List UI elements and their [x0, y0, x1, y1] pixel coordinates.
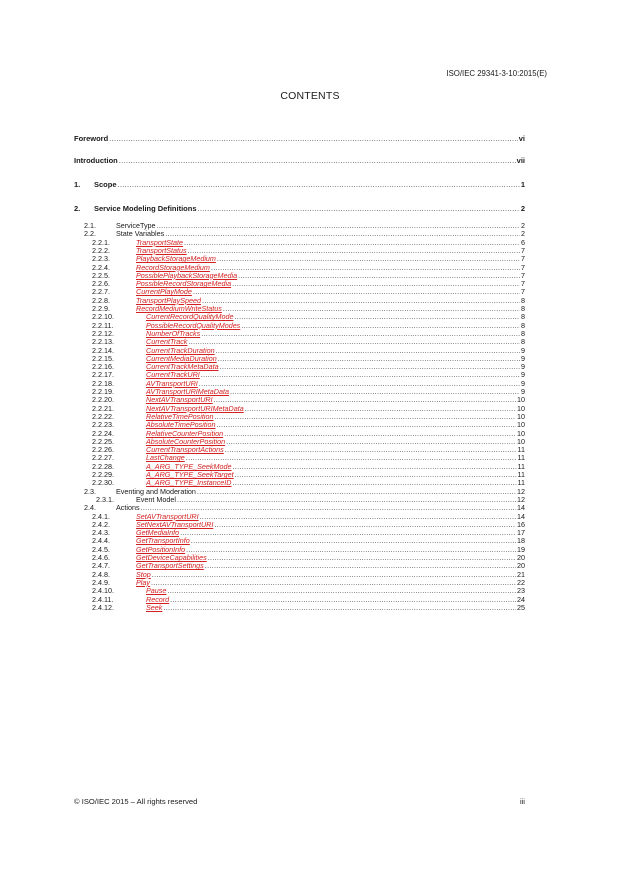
- page-title: CONTENTS: [280, 90, 340, 102]
- toc-entry-link[interactable]: GetMediaInfo: [136, 528, 180, 538]
- toc-entry-page: 9: [521, 362, 525, 372]
- toc-entry-link[interactable]: CurrentRecordQualityMode: [146, 312, 234, 322]
- toc-leader-dots: [163, 603, 516, 613]
- toc-entry-page: 7: [521, 245, 525, 255]
- toc-entry-page: 7: [521, 254, 525, 264]
- toc-entry-link[interactable]: RecordMediumWriteStatus: [136, 304, 222, 313]
- toc-entry-page: 17: [517, 528, 525, 538]
- toc-entry-link[interactable]: PossibleRecordStorageMedia: [136, 279, 232, 289]
- toc-entry-number: 2.2.6.: [92, 279, 110, 289]
- toc-entry-number: 2.4.4.: [92, 536, 110, 546]
- toc-entry-number: 2.2.5.: [92, 270, 110, 280]
- toc-entry-link[interactable]: CurrentPlayMode: [136, 287, 192, 297]
- toc-entry-page: 11: [517, 445, 525, 455]
- toc-entry-number: 2.2.18.: [92, 378, 114, 388]
- copyright-footer: © ISO/IEC 2015 – All rights reserved: [74, 797, 198, 806]
- toc-entry-page: 10: [517, 395, 525, 405]
- toc-entry-number: 2.2.25.: [92, 436, 114, 446]
- toc-entry-number: 2.1.: [84, 221, 96, 230]
- toc-entry-number: 2.2.23.: [92, 420, 114, 430]
- toc-entry-page: 21: [517, 569, 525, 579]
- toc-entry-number: 2.2.22.: [92, 411, 114, 421]
- toc-entry-page: 14: [517, 503, 525, 513]
- toc-entry-number: 2.2.17.: [92, 370, 114, 380]
- toc-entry-page: 7: [521, 287, 525, 297]
- toc-entry-number: 2.2.14.: [92, 345, 114, 355]
- toc-entry-number: 2.2.4.: [92, 262, 110, 272]
- toc-entry-page: 11: [517, 470, 525, 479]
- toc-entry[interactable]: [74, 603, 525, 613]
- toc-entry-link[interactable]: LastChange: [146, 453, 185, 463]
- toc-entry-page: 2: [520, 204, 525, 213]
- toc-entry-link[interactable]: PossibleRecordQualityModes: [146, 320, 241, 330]
- toc-entry-label: Scope: [94, 180, 117, 189]
- toc-entry-page: 2: [521, 229, 525, 239]
- toc-entry-page: 16: [517, 519, 525, 529]
- toc-entry-link[interactable]: Play: [136, 577, 150, 587]
- toc-entry-page: 20: [517, 561, 525, 571]
- toc-entry-number: 2.2.7.: [92, 287, 110, 297]
- toc-entry-page: 8: [521, 304, 525, 313]
- toc-entry[interactable]: [74, 180, 525, 190]
- toc-entry-link[interactable]: CurrentTrackMetaData: [146, 362, 219, 372]
- toc-leader-dots: [119, 156, 516, 166]
- toc-entry-link[interactable]: CurrentMediaDuration: [146, 353, 217, 363]
- toc-entry-page: 9: [521, 345, 525, 355]
- toc-entry-link[interactable]: AbsoluteTimePosition: [146, 420, 216, 430]
- toc-entry-page: 6: [521, 237, 525, 247]
- page-number: iii: [519, 797, 525, 806]
- toc-entry-page: 2: [521, 221, 525, 230]
- toc-entry-link[interactable]: CurrentTrack: [146, 337, 188, 347]
- toc-entry-page: 24: [517, 594, 525, 604]
- toc-entry-page: 9: [521, 353, 525, 363]
- toc-entry-link[interactable]: TransportStatus: [136, 245, 187, 255]
- toc-entry-link[interactable]: Pause: [146, 586, 167, 596]
- toc-entry-link[interactable]: NextAVTransportURI: [146, 395, 213, 405]
- toc-entry-link[interactable]: SetAVTransportURI: [136, 511, 199, 521]
- toc-entry-number: 2.4.12.: [92, 602, 114, 612]
- toc-entry-link[interactable]: AVTransportURI: [146, 378, 198, 388]
- toc-entry-page: 9: [521, 370, 525, 380]
- toc-entry-number: 2.4.8.: [92, 569, 110, 579]
- toc-entry-label: ServiceType: [116, 221, 156, 230]
- toc-entry-number: 2.2.19.: [92, 387, 114, 396]
- toc-entry-label: Event Model: [136, 494, 176, 504]
- toc-entry-number: 2.2.16.: [92, 362, 114, 372]
- toc-entry-page: 18: [517, 536, 525, 546]
- toc-entry-number: 2.2.2.: [92, 245, 110, 255]
- toc-entry-number: 2.2.26.: [92, 445, 114, 455]
- toc-entry-number: 2.2.21.: [92, 403, 114, 413]
- toc-entry-page: 19: [517, 544, 525, 554]
- toc-entry[interactable]: [74, 204, 525, 214]
- toc-leader-dots: [109, 134, 518, 144]
- toc-entry-page: 9: [521, 378, 525, 388]
- toc-entry-link[interactable]: Record: [146, 594, 170, 604]
- toc-leader-dots: [118, 180, 520, 190]
- toc-entry-page: 8: [521, 312, 525, 322]
- toc-entry-number: 2.2.28.: [92, 461, 114, 471]
- toc-entry-number: 2.2.11.: [92, 320, 114, 330]
- toc-entry-label: Actions: [116, 503, 140, 513]
- toc-entry-number: 2.4.11.: [92, 594, 114, 604]
- toc-entry-page: 10: [517, 436, 525, 446]
- toc-entry-page: 10: [517, 411, 525, 421]
- toc-entry-number: 2.4.: [84, 503, 96, 513]
- toc-entry-page: 25: [517, 602, 525, 612]
- toc-entry-link[interactable]: GetTransportSettings: [136, 561, 204, 571]
- toc-entry-page: 9: [521, 387, 525, 396]
- toc-entry-page: 7: [521, 262, 525, 272]
- toc-entry-page: 14: [517, 511, 525, 521]
- toc-entry-page: 8: [521, 295, 525, 305]
- toc-leader-dots: [198, 204, 520, 214]
- toc-entry-number: 2.2.24.: [92, 428, 114, 438]
- toc-entry-link[interactable]: PlaybackStorageMedium: [136, 254, 216, 264]
- toc-entry-number: 2.2.8.: [92, 295, 110, 305]
- toc-entry-number: 2.4.1.: [92, 511, 110, 521]
- toc-entry-page: 22: [517, 577, 525, 587]
- toc-entry-link[interactable]: RelativeTimePosition: [146, 411, 214, 421]
- toc-entry-number: 2.4.9.: [92, 577, 110, 587]
- toc-entry-link[interactable]: A_ARG_TYPE_SeekMode: [146, 461, 232, 471]
- toc-entry-number: 2.4.3.: [92, 528, 110, 538]
- toc-entry-number: 2.4.2.: [92, 519, 110, 529]
- toc-entry-number: 2.2.15.: [92, 353, 114, 363]
- toc-entry-label: State Variables: [116, 229, 165, 239]
- toc-entry-label: Introduction: [74, 156, 118, 165]
- toc-entry-link[interactable]: A_ARG_TYPE_InstanceID: [146, 478, 232, 488]
- toc-entry-page: 10: [517, 403, 525, 413]
- toc-entry-number: 2.4.6.: [92, 553, 110, 562]
- toc-entry-link[interactable]: RecordStorageMedium: [136, 262, 210, 272]
- toc-entry-number: 2.3.1.: [96, 494, 114, 504]
- toc-entry-number: 2.2.13.: [92, 337, 114, 347]
- toc-entry-link[interactable]: GetTransportInfo: [136, 536, 190, 546]
- toc-entry-label: Eventing and Moderation: [116, 486, 196, 496]
- toc-entry-link[interactable]: CurrentTrackDuration: [146, 345, 215, 355]
- toc-entry-number: 2.2.12.: [92, 328, 114, 338]
- toc-entry-link[interactable]: AbsoluteCounterPosition: [146, 436, 226, 446]
- toc-entry-number: 2.4.7.: [92, 561, 110, 571]
- toc-entry-link[interactable]: AVTransportURIMetaData: [146, 387, 229, 396]
- toc-entry-link[interactable]: NumberOfTracks: [146, 328, 201, 338]
- toc-entry-link[interactable]: A_ARG_TYPE_SeekTarget: [146, 470, 234, 479]
- toc-entry-link[interactable]: Stop: [136, 569, 151, 579]
- toc-entry-number: 2.2.27.: [92, 453, 114, 463]
- toc-entry-link[interactable]: GetPositionInfo: [136, 544, 186, 554]
- toc-entry-page: 20: [517, 553, 525, 562]
- toc-entry-page: 7: [521, 270, 525, 280]
- toc-entry-page: 23: [517, 586, 525, 596]
- toc-entry-number: 1.: [74, 180, 81, 189]
- toc-entry-number: 2.2.10.: [92, 312, 114, 322]
- toc-entry-link[interactable]: PossiblePlaybackStorageMedia: [136, 270, 238, 280]
- toc-entry-number: 2.2.29.: [92, 470, 114, 479]
- toc-entry-page: 10: [517, 420, 525, 430]
- toc-entry[interactable]: [74, 134, 525, 144]
- toc-entry-label: Service Modeling Definitions: [94, 204, 197, 213]
- toc-entry-page: vi: [518, 134, 525, 143]
- toc-entry-number: 2.3.: [84, 486, 96, 496]
- toc-entry-link[interactable]: TransportState: [136, 237, 184, 247]
- toc-entry-link[interactable]: GetDeviceCapabilities: [136, 553, 207, 562]
- toc-entry-number: 2.2.9.: [92, 304, 110, 313]
- toc-entry-link[interactable]: NextAVTransportURIMetaData: [146, 403, 244, 413]
- toc-entry-link[interactable]: Seek: [146, 602, 163, 612]
- toc-entry-number: 2.2.30.: [92, 478, 114, 488]
- toc-entry-page: 12: [517, 486, 525, 496]
- toc-entry-page: 1: [520, 180, 525, 189]
- toc-entry-page: 8: [521, 337, 525, 347]
- toc-entry-link[interactable]: CurrentTransportActions: [146, 445, 224, 455]
- toc-entry-page: 7: [521, 279, 525, 289]
- toc-entry-number: 2.2.1.: [92, 237, 110, 247]
- toc-entry-page: 10: [517, 428, 525, 438]
- toc-entry-page: 11: [517, 478, 525, 488]
- toc-entry-number: 2.: [74, 204, 81, 213]
- toc-entry-number: 2.4.5.: [92, 544, 110, 554]
- toc-entry-number: 2.2.20.: [92, 395, 114, 405]
- toc-entry-number: 2.2.3.: [92, 254, 110, 264]
- toc-entry-page: 12: [517, 494, 525, 504]
- toc-entry-link[interactable]: CurrentTrackURI: [146, 370, 200, 380]
- toc-entry-page: 11: [517, 453, 525, 463]
- toc-entry-page: 8: [521, 328, 525, 338]
- toc-entry-link[interactable]: RelativeCounterPosition: [146, 428, 224, 438]
- toc-entry-page: vii: [516, 156, 525, 165]
- toc-entry-page: 8: [521, 320, 525, 330]
- toc-entry-label: Foreword: [74, 134, 109, 143]
- toc-entry-number: 2.4.10.: [92, 586, 114, 596]
- toc-entry[interactable]: [74, 156, 525, 166]
- document-id-header: ISO/IEC 29341-3-10:2015(E): [446, 69, 547, 78]
- toc-entry-number: 2.2.: [84, 229, 96, 239]
- toc-entry-link[interactable]: TransportPlaySpeed: [136, 295, 201, 305]
- toc-entry-link[interactable]: SetNextAVTransportURI: [136, 519, 214, 529]
- toc-entry-page: 11: [517, 461, 525, 471]
